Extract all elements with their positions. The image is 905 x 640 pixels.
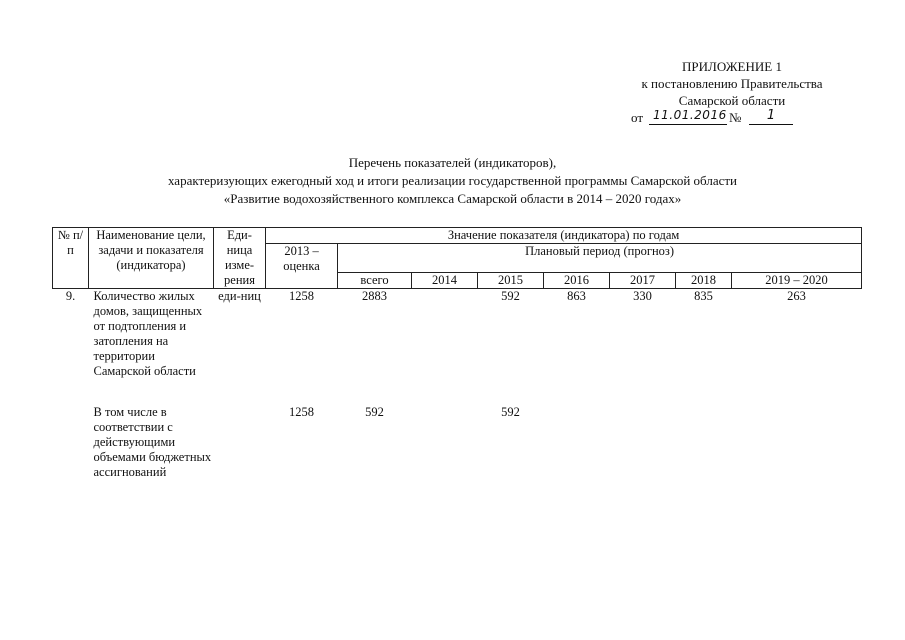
header-total: всего: [338, 273, 412, 289]
cell-2019-2020: 263: [787, 289, 806, 303]
appendix-resolution: к постановлению Правительства: [641, 76, 823, 91]
header-year-2018: 2018: [676, 273, 732, 289]
cell-unit: еди-ниц: [218, 289, 261, 303]
handwritten-date: 11.01.2016: [649, 107, 727, 125]
table-row: [53, 379, 862, 480]
appendix-signature-line: [617, 109, 847, 128]
cell-name: Количество жилых домов, защищенных от подтопления и затопления на территории Самарской области: [93, 289, 203, 378]
cell-2016: [544, 379, 610, 480]
cell-2015: 592: [501, 289, 520, 303]
header-year-2019-2020: 2019 – 2020: [732, 273, 862, 289]
cell-2016: 863: [567, 289, 586, 303]
cell-2014: [412, 379, 478, 480]
cell-base: 1258: [289, 405, 314, 419]
cell-base: 1258: [289, 289, 314, 303]
header-year-2016: 2016: [544, 273, 610, 289]
header-year-2015: 2015: [478, 273, 544, 289]
header-name: Наименование цели, задачи и показателя (индикатора): [89, 228, 214, 289]
heading-line-3: «Развитие водохозяйственного комплекса Самарской области в 2014 – 2020 годах»: [223, 191, 682, 206]
cell-2017: [610, 379, 676, 480]
heading-line-2: характеризующих ежегодный ход и итоги реализации государственной программы Самарской области: [167, 173, 738, 188]
handwritten-number: 1: [749, 107, 793, 125]
cell-2014: [412, 289, 478, 380]
header-plan-group: Плановый период (прогноз): [338, 244, 862, 273]
cell-2018: [676, 379, 732, 480]
cell-unit: [214, 379, 266, 480]
cell-2018: 835: [694, 289, 713, 303]
from-label: от: [631, 110, 644, 125]
cell-total: 2883: [362, 289, 387, 303]
header-year-2017: 2017: [610, 273, 676, 289]
indicators-table: [52, 227, 862, 480]
table-row: [53, 289, 862, 380]
cell-2015: 592: [501, 405, 520, 419]
cell-2019-2020: [732, 379, 862, 480]
header-values-group: Значение показателя (индикатора) по годам: [266, 228, 862, 244]
appendix-region: Самарской области: [678, 93, 786, 108]
cell-total: 592: [365, 405, 384, 419]
header-base-year: 2013 – оценка: [266, 244, 338, 289]
appendix-block: [617, 58, 847, 128]
header-year-2014: 2014: [412, 273, 478, 289]
heading-line-1: Перечень показателей (индикаторов),: [348, 155, 557, 170]
header-unit: Еди-ница изме-рения: [214, 228, 266, 289]
cell-name: В том числе в соответствии с действующими объемами бюджетных ассигнований: [93, 405, 212, 479]
header-num: № п/п: [53, 228, 89, 289]
cell-num: [53, 379, 89, 480]
appendix-title: ПРИЛОЖЕНИЕ 1: [682, 59, 782, 74]
number-label: №: [729, 110, 742, 125]
cell-2017: 330: [633, 289, 652, 303]
document-heading: [0, 154, 905, 208]
cell-num: 9.: [65, 289, 76, 303]
